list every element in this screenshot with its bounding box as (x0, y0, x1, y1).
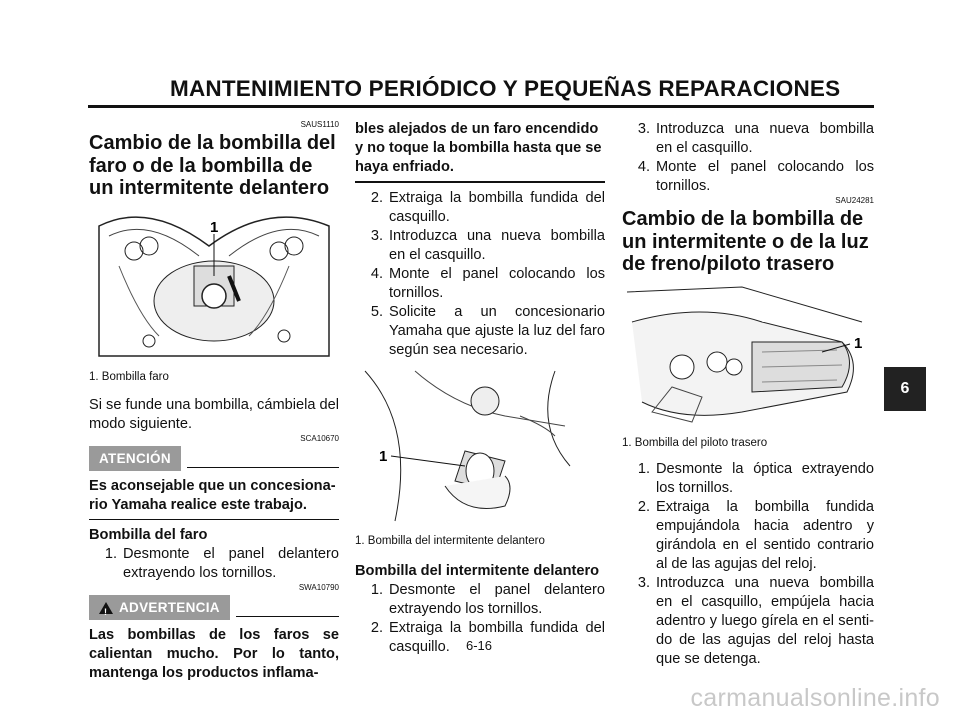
fig-callout: 1 (854, 334, 863, 352)
front-turn-signal-figure (355, 366, 577, 526)
page-number: 6-16 (466, 638, 493, 653)
fig-callout: 1 (379, 447, 388, 465)
caution-end-rule (89, 519, 339, 521)
warning-code: SWA10790 (298, 583, 339, 592)
tail-light-figure (622, 282, 872, 432)
figure-caption: 1. Bombilla del intermitente delantero (355, 534, 545, 547)
section-code: SAUS1110 (300, 120, 339, 129)
section-heading: Cambio de la bombilla del faro o de la bombilla de un intermitente delantero (89, 132, 336, 199)
step-item: 3. Introduzca una nueva bombilla en el casquillo. (637, 121, 874, 156)
step-item: 2. Extraiga la bombilla fundida del casquillo. (370, 619, 605, 655)
intro-paragraph: Si se funde una bombilla, cámbiela del modo siguiente. (89, 396, 339, 432)
step-item: 2. Extraiga la bombilla fundida empujándola hacia adentro y girándola en el sentido contrario al de las agujas del reloj. (637, 498, 874, 572)
warning-text: Las bombillas de los faros se calientan mucho. Por lo tanto, mantenga los productos inflama- (89, 627, 339, 681)
warning-header (89, 595, 339, 620)
headlight-illustration (89, 206, 339, 366)
warning-badge: ! ADVERTENCIA (89, 595, 230, 620)
step-item: 1. Desmonte la óptica extrayendo los tornillos. (637, 460, 874, 496)
step-item: 3. Introduzca una nueva bombilla en el casquillo, empújela hacia adentro y luego gírela en el senti-do de las agujas del reloj hasta que se detenga. (637, 574, 874, 667)
warning-triangle-icon: ! (99, 602, 113, 614)
figure-caption: 1. Bombilla del piloto trasero (622, 436, 768, 449)
step-item: 5. Solicite a un concesionario Yamaha que ajuste la luz del faro según sea necesario. (370, 303, 605, 358)
step-item: 1. Desmonte el panel delantero extrayendo los tornillos. (370, 581, 605, 617)
caution-header (89, 446, 339, 471)
step-item: 2. Extraiga la bombilla fundida del casquillo. (370, 189, 605, 225)
figure-caption: 1. Bombilla faro (89, 370, 169, 383)
step-item: 1. Desmonte el panel delantero extrayendo los tornillos. (104, 546, 339, 581)
section-code: SAU24281 (835, 196, 874, 205)
page-header-title: MANTENIMIENTO PERIÓDICO Y PEQUEÑAS REPARACIONES (170, 76, 841, 101)
section-heading: Cambio de la bombilla de un intermitente o de la luz de freno/piloto trasero (622, 208, 869, 275)
step-item: 4. Monte el panel colocando los tornillos. (637, 159, 874, 194)
header-rule (88, 105, 874, 108)
warning-end-rule (355, 181, 605, 183)
section-tab[interactable]: 6 (884, 367, 926, 411)
caution-badge: ATENCIÓN (89, 446, 181, 471)
step-item: 4. Monte el panel colocando los tornillos. (370, 265, 605, 301)
fig-callout: 1 (210, 218, 219, 236)
subheading-headlight: Bombilla del faro (89, 527, 208, 543)
column-2 (355, 120, 605, 657)
headlight-figure (89, 206, 339, 366)
turn-signal-illustration (355, 366, 577, 526)
column-3 (622, 120, 874, 669)
step-item: 3. Introduzca una nueva bombilla en el casquillo. (370, 227, 605, 263)
subheading-turn-signal: Bombilla del intermitente delantero (355, 562, 600, 579)
tail-light-illustration (622, 282, 872, 432)
watermark: carmanualsonline.info (690, 684, 940, 712)
caution-text: Es aconsejable que un concesiona-rio Yamaha realice este trabajo. (89, 477, 336, 513)
warning-continued: bles alejados de un faro encendido y no toque la bombilla hasta que se haya enfriado. (355, 121, 602, 175)
caution-code: SCA10670 (300, 433, 339, 443)
column-1 (89, 120, 339, 683)
